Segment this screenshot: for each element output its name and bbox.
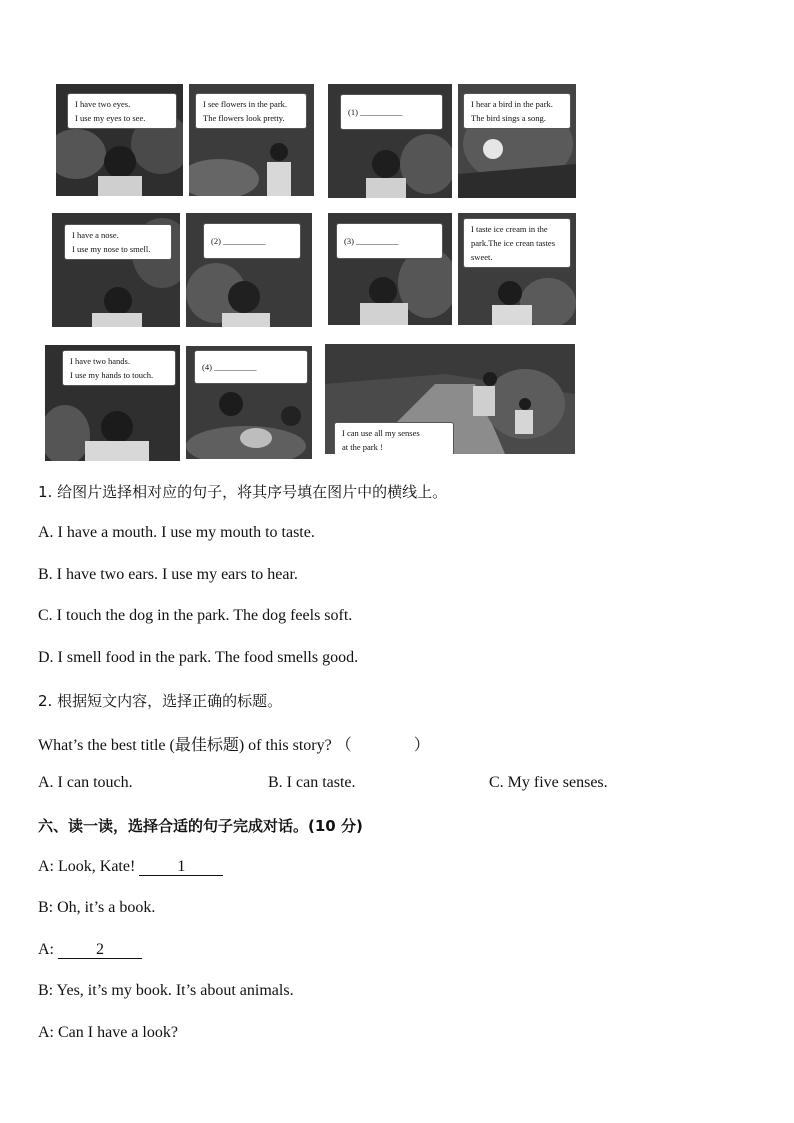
bubble-line: The flowers look pretty. [203,113,285,123]
q2-instruction: 2. 根据短文内容，选择正确的标题。 [38,692,283,710]
bubble-line: I have two hands. [70,356,130,366]
panel-blank-4 [186,346,312,459]
speech-bubble [334,422,454,454]
bubble-line: I use my eyes to see. [75,113,146,123]
q2-choice-b: B. I can taste. [268,774,356,791]
panel-hands [45,345,180,461]
panel-blank-2 [186,213,312,327]
speech-bubble [463,218,571,268]
bubble-line: I have two eyes. [75,99,131,109]
panel-flowers [189,84,314,196]
panel-blank-3 [328,213,452,325]
bubble-line: I use my nose to smell. [72,244,151,254]
panel-eyes [56,84,183,196]
bubble-line: (4) __________ [202,362,257,372]
q2-question-text: What’s the best title (最佳标题) of this story? （ [38,737,352,754]
dialogue-line-2: B: Oh, it’s a book. [38,899,156,916]
dialogue-line-3 [38,941,142,959]
bubble-line: I have a nose. [72,230,119,240]
bubble-line: I see flowers in the park. [203,99,288,109]
q2-question-close: ） [413,737,430,754]
q2-choice-a: A. I can touch. [38,774,133,791]
q1-option-d: D. I smell food in the park. The food smells good. [38,649,359,666]
bubble-line: I taste ice cream in the [471,224,548,234]
answer-blank-bubble [340,94,443,130]
speech-bubble [67,93,177,129]
answer-blank-bubble [194,350,308,384]
panel-blank-1 [328,84,452,198]
bubble-line: (1) __________ [348,107,403,117]
q1-instruction: 1. 给图片选择相对应的句子，将其序号填在图片中的横线上。 [38,483,448,501]
panel-ice-cream [458,213,576,325]
bubble-line: park.The ice crean tastes [471,238,556,248]
dialogue-blank-2: 2 [58,942,142,959]
dialogue-text: A: [38,941,54,958]
bubble-line: I use my hands to touch. [70,370,154,380]
q1-option-c: C. I touch the dog in the park. The dog feels soft. [38,607,353,624]
bubble-line: I hear a bird in the park. [471,99,553,109]
q2-question [38,732,430,755]
panel-bird [458,84,576,198]
bubble-line: (2) __________ [211,236,266,246]
answer-blank-bubble [336,223,443,259]
panel-nose [52,213,180,327]
bubble-line: I can use all my senses [342,428,420,438]
bubble-line: (3) __________ [344,236,399,246]
bubble-line: The bird sings a song. [471,113,546,123]
bubble-line: at the park ! [342,442,383,452]
dialogue-blank-1: 1 [139,859,223,876]
bubble-line: sweet. [471,252,493,262]
dialogue-line-5: A: Can I have a look? [38,1024,178,1041]
panel-all-senses [325,344,575,454]
speech-bubble [62,350,176,386]
q1-option-a: A. I have a mouth. I use my mouth to taste. [38,524,315,541]
speech-bubble [195,93,307,129]
speech-bubble [64,224,172,260]
q1-option-b: B. I have two ears. I use my ears to hear. [38,566,298,583]
answer-blank-bubble [203,223,301,259]
dialogue-text: A: Look, Kate! [38,858,136,875]
section-six-heading: 六、读一读，选择合适的句子完成对话。(10 分) [38,817,363,835]
dialogue-line-4: B: Yes, it’s my book. It’s about animals. [38,982,294,999]
dialogue-line-1 [38,858,223,876]
speech-bubble [463,93,571,129]
q2-choice-c: C. My five senses. [489,774,608,791]
